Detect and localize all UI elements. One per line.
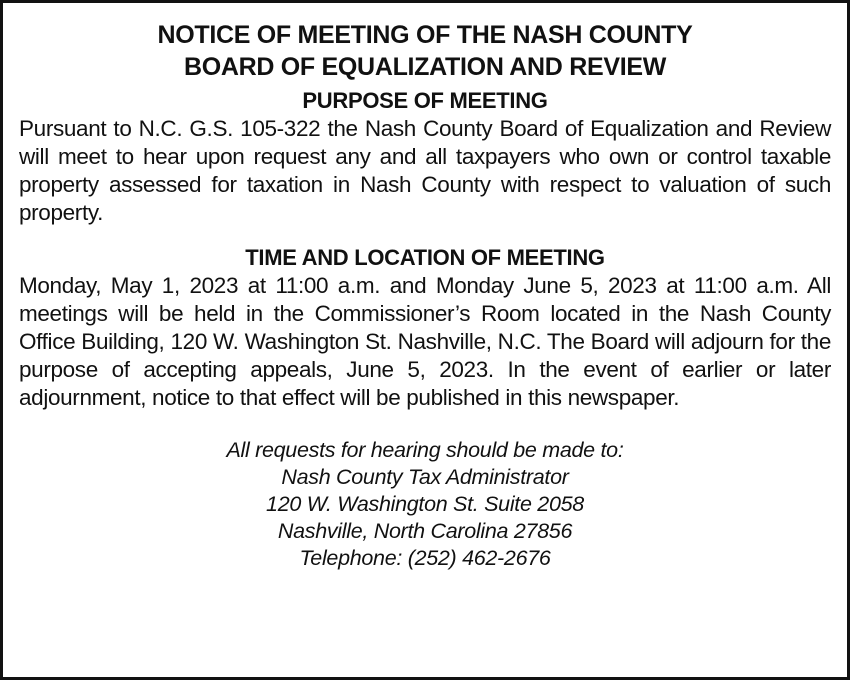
contact-phone: Telephone: (252) 462-2676 [299, 546, 551, 570]
contact-intro: All requests for hearing should be made to: [226, 438, 624, 462]
time-location-text: Monday, May 1, 2023 at 11:00 a.m. and Monday June 5, 2023 at 11:00 a.m. All meetings will be held in the Commissioner’s Room located in the Nash County Office Building, 120 W. Washington St. Nashville, N.C. The Board will adjourn for the purpose of accepting appeals, June 5, 2023. In the event of earlier or later adjournment, notice to that effect will be published in this newspaper. [19, 273, 831, 410]
purpose-heading: PURPOSE OF MEETING [302, 88, 548, 113]
contact-name: Nash County Tax Administrator [281, 465, 569, 489]
title-line-2: BOARD OF EQUALIZATION AND REVIEW [183, 53, 667, 81]
contact-block [19, 437, 831, 572]
contact-city: Nashville, North Carolina 27856 [277, 519, 573, 543]
purpose-text: Pursuant to N.C. G.S. 105-322 the Nash County Board of Equalization and Review will meet to hear upon request any and all taxpayers who own or control taxable property assessed for taxation in Nash County with respect to valuation of such property. [19, 116, 831, 225]
title-line-1: NOTICE OF MEETING OF THE NASH COUNTY [157, 21, 693, 49]
notice-title [19, 19, 831, 83]
time-location-heading: TIME AND LOCATION OF MEETING [245, 245, 605, 270]
contact-address: 120 W. Washington St. Suite 2058 [266, 492, 584, 516]
